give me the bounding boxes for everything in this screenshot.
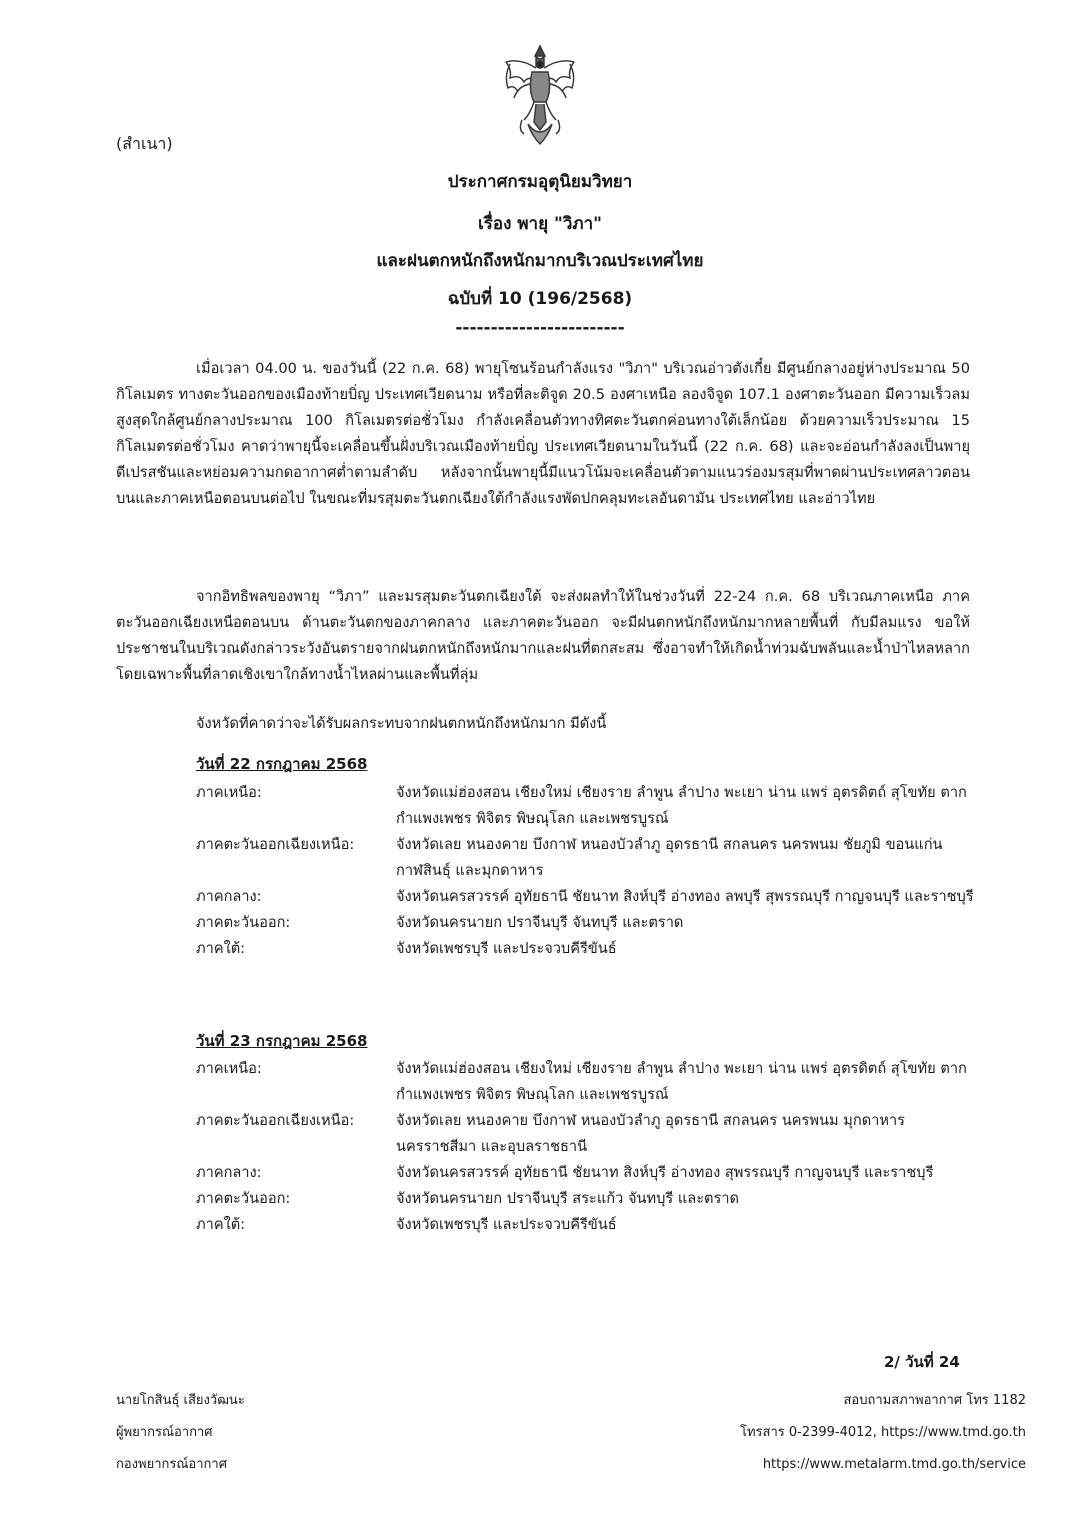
day-title-23: วันที่ 23 กรกฎาคม 2568 <box>196 1032 368 1050</box>
region-name: ภาคตะวันออกเฉียงเหนือ: <box>196 1112 355 1129</box>
region-name: ภาคใต้: <box>196 940 246 957</box>
signer-name: นายโกสินธุ์ เสียงวัฒนะ <box>116 1393 245 1408</box>
paragraph-provinces-intro: จังหวัดที่คาดว่าจะได้รับผลกระทบจากฝนตกหนักถึงหนักมาก มีดังนี้ <box>196 715 607 732</box>
region-provinces: จังหวัดเลย หนองคาย บึงกาฬ หนองบัวลำภู อุดรธานี สกลนคร นครพนม ชัยภูมิ ขอนแก่น กาฬสินธุ์ และมุกดาหาร <box>396 836 943 879</box>
region-name: ภาคเหนือ: <box>196 1060 262 1077</box>
region-provinces: จังหวัดแม่ฮ่องสอน เชียงใหม่ เชียงราย ลำพูน ลำปาง พะเยา น่าน แพร่ อุตรดิตถ์ สุโขทัย ตาก กำแพงเพชร พิจิตร พิษณุโลก และเพชรบูรณ์ <box>396 1060 967 1103</box>
day-title-22: วันที่ 22 กรกฎาคม 2568 <box>196 755 368 773</box>
contact-phone: สอบถามสภาพอากาศ โทร 1182 <box>843 1393 1026 1408</box>
signer-title: ผู้พยากรณ์อากาศ <box>116 1425 213 1440</box>
contact-service-link[interactable]: https://www.metalarm.tmd.go.th/service <box>762 1457 1026 1472</box>
region-row <box>196 1212 976 1238</box>
copy-mark: (สำเนา) <box>116 134 173 153</box>
signer-department: กองพยากรณ์อากาศ <box>116 1457 227 1472</box>
contact-block <box>740 1385 1026 1481</box>
region-provinces: จังหวัดนครสวรรค์ อุทัยธานี ชัยนาท สิงห์บุรี อ่างทอง ลพบุรี สุพรรณบุรี กาญจนบุรี และราชบุรี <box>396 888 974 905</box>
announcement-subject-line2: และฝนตกหนักถึงหนักมากบริเวณประเทศไทย <box>376 251 704 271</box>
region-row <box>196 884 976 910</box>
region-row <box>196 936 976 962</box>
region-provinces: จังหวัดเลย หนองคาย บึงกาฬ หนองบัวลำภู อุดรธานี สกลนคร นครพนม มุกดาหาร นครราชสีมา และอุบลราชธานี <box>396 1112 906 1155</box>
region-list-day-22 <box>196 780 976 962</box>
region-row <box>196 910 976 936</box>
region-provinces: จังหวัดนครนายก ปราจีนบุรี สระแก้ว จันทบุรี และตราด <box>396 1190 740 1207</box>
region-list-day-23 <box>196 1056 976 1238</box>
paragraph-storm-status: เมื่อเวลา 04.00 น. ของวันนี้ (22 ก.ค. 68) พายุโซนร้อนกำลังแรง "วิภา" บริเวณอ่าวตังเกี๋ย มีศูนย์กลางอยู่ห่างประมาณ 50 กิโลเมตร ทางตะวันออกของเมืองท้ายบิ่ญ ประเทศเวียดนาม หรือที่ละติจูด 20.5 องศาเหนือ ลองจิจูด 107.1 องศาตะวันออก มีความเร็วลมสูงสุดใกล้ศูนย์กลางประมาณ 100 กิโลเมตรต่อชั่วโมง กำลังเคลื่อนตัวทางทิศตะวันตกค่อนทางใต้เล็กน้อย ด้วยความเร็วประมาณ 15 กิโลเมตรต่อชั่วโมง คาดว่าพายุนี้จะเคลื่อนขึ้นฝั่งบริเวณเมืองท้ายบิ่ญ ประเทศเวียดนามในวันนี้ (22 ก.ค. 68) และจะอ่อนกำลังลงเป็นพายุดีเปรสชันและหย่อมความกดอากาศต่ำตามลำดับ หลังจากนั้นพายุนี้มีแนวโน้มจะเคลื่อนตัวตามแนวร่องมรสุมที่พาดผ่านประเทศลาวตอนบนและภาคเหนือตอนบนต่อไป ในขณะที่มรสุมตะวันตกเฉียงใต้กำลังแรงพัดปกคลุมทะเลอันดามัน ประเทศไทย และอ่าวไทย <box>116 360 970 507</box>
region-provinces: จังหวัดนครนายก ปราจีนบุรี จันทบุรี และตราด <box>396 914 684 931</box>
region-name: ภาคตะวันออก: <box>196 914 291 931</box>
region-name: ภาคตะวันออกเฉียงเหนือ: <box>196 836 355 853</box>
region-row <box>196 780 976 832</box>
region-provinces: จังหวัดเพชรบุรี และประจวบคีรีขันธ์ <box>396 940 617 957</box>
region-name: ภาคตะวันออก: <box>196 1190 291 1207</box>
region-provinces: จังหวัดเพชรบุรี และประจวบคีรีขันธ์ <box>396 1216 617 1233</box>
region-name: ภาคกลาง: <box>196 888 262 905</box>
announcement-subject: เรื่อง พายุ "วิภา" <box>477 214 602 234</box>
region-provinces: จังหวัดแม่ฮ่องสอน เชียงใหม่ เชียงราย ลำพูน ลำปาง พะเยา น่าน แพร่ อุตรดิตถ์ สุโขทัย ตาก กำแพงเพชร พิจิตร พิษณุโลก และเพชรบูรณ์ <box>396 784 967 827</box>
region-row <box>196 1160 976 1186</box>
continuation-note: 2/ วันที่ 24 <box>884 1353 960 1371</box>
garuda-emblem-icon <box>500 40 580 152</box>
region-row <box>196 1108 976 1160</box>
signer-block <box>116 1385 245 1481</box>
region-row <box>196 1056 976 1108</box>
region-row <box>196 832 976 884</box>
region-row <box>196 1186 976 1212</box>
region-name: ภาคเหนือ: <box>196 784 262 801</box>
heading-separator: ------------------------ <box>455 318 625 338</box>
region-name: ภาคกลาง: <box>196 1164 262 1181</box>
contact-fax-website[interactable]: โทรสาร 0-2399-4012, https://www.tmd.go.th <box>740 1425 1026 1440</box>
region-name: ภาคใต้: <box>196 1216 246 1233</box>
announcement-issue: ฉบับที่ 10 (196/2568) <box>447 289 633 309</box>
paragraph-impact: จากอิทธิพลของพายุ “วิภา” และมรสุมตะวันตกเฉียงใต้ จะส่งผลทำให้ในช่วงวันที่ 22-24 ก.ค. 68 บริเวณภาคเหนือ ภาคตะวันออกเฉียงเหนือตอนบน ด้านตะวันตกของภาคกลาง และภาคตะวันออก จะมีฝนตกหนักถึงหนักมากหลายพื้นที่ กับมีลมแรง ขอให้ประชาชนในบริเวณดังกล่าวระวังอันตรายจากฝนตกหนักถึงหนักมากและฝนที่ตกสะสม ซึ่งอาจทำให้เกิดน้ำท่วมฉับพลันและน้ำป่าไหลหลาก โดยเฉพาะพื้นที่ลาดเชิงเขาใกล้ทางน้ำไหลผ่านและพื้นที่ลุ่ม <box>116 588 970 683</box>
announcement-title: ประกาศกรมอุตุนิยมวิทยา <box>447 172 633 192</box>
region-provinces: จังหวัดนครสวรรค์ อุทัยธานี ชัยนาท สิงห์บุรี อ่างทอง สุพรรณบุรี กาญจนบุรี และราชบุรี <box>396 1164 934 1181</box>
